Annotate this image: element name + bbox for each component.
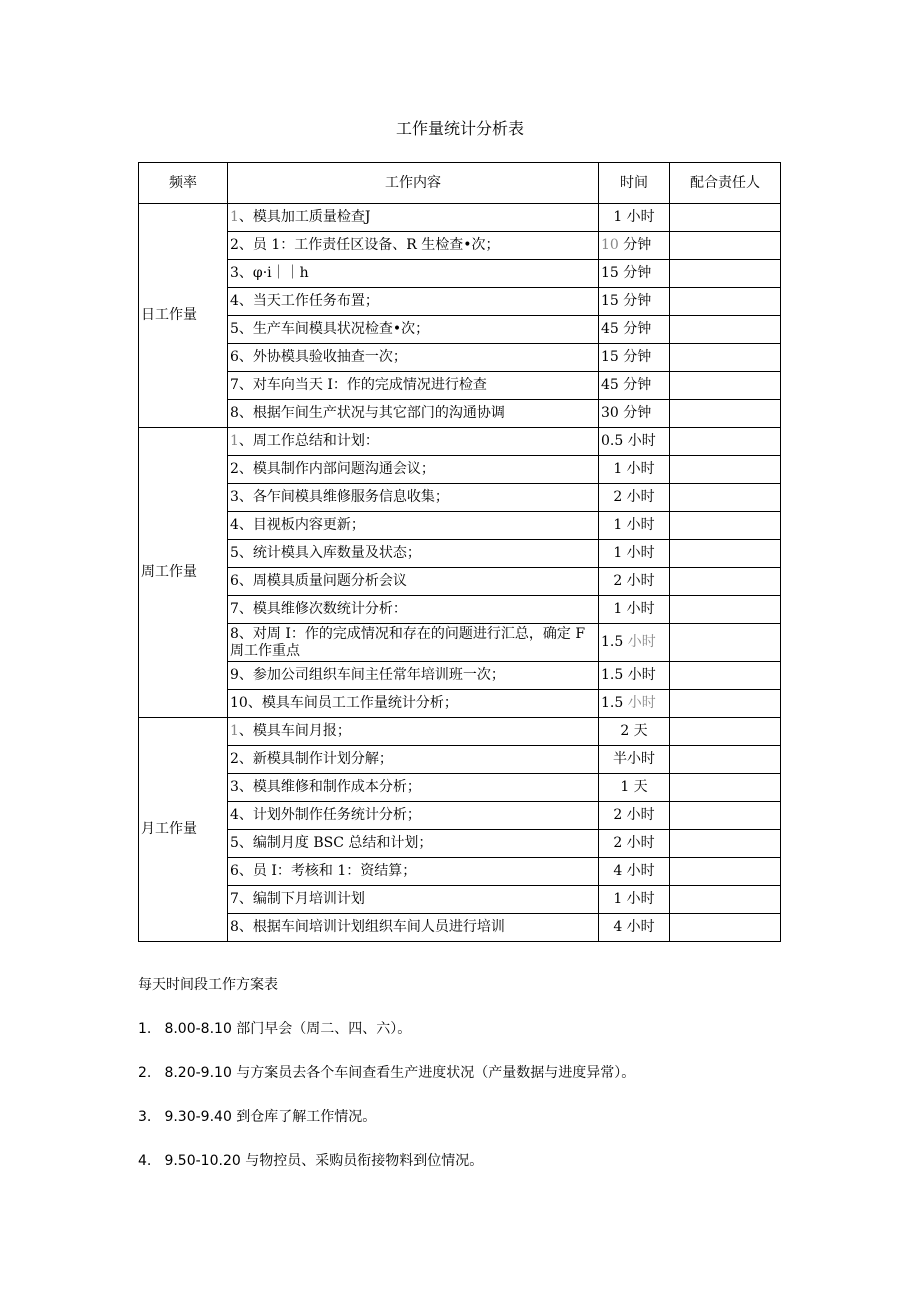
responsible-cell	[670, 260, 781, 288]
group-label-daily: 日工作量	[139, 204, 228, 428]
task-cell: 6、员 I：考核和 1：资结算；	[228, 858, 599, 886]
time-cell: 1 小时	[599, 886, 670, 914]
time-cell: 2 天	[599, 718, 670, 746]
task-cell: 2、新模具制作计划分解；	[228, 746, 599, 774]
table-row	[139, 512, 781, 540]
time-cell: 4 小时	[599, 914, 670, 942]
task-cell: 4、当天工作任务布置；	[228, 288, 599, 316]
responsible-cell	[670, 428, 781, 456]
table-row	[139, 624, 781, 662]
table-header-row	[139, 163, 781, 204]
time-cell: 1.5 小时	[599, 662, 670, 690]
responsible-cell	[670, 288, 781, 316]
group-label-weekly: 周工作量	[139, 428, 228, 718]
task-cell: 8、根据乍间生产状况与其它部门的沟通协调	[228, 400, 599, 428]
time-cell: 1 小时	[599, 596, 670, 624]
table-row	[139, 428, 781, 456]
time-cell: 1.5 小时	[599, 624, 670, 662]
responsible-cell	[670, 316, 781, 344]
header-frequency: 频率	[139, 163, 228, 204]
table-row	[139, 344, 781, 372]
table-row	[139, 260, 781, 288]
responsible-cell	[670, 858, 781, 886]
time-cell: 10 分钟	[599, 232, 670, 260]
time-cell: 0.5 小时	[599, 428, 670, 456]
table-row	[139, 914, 781, 942]
time-cell: 2 小时	[599, 802, 670, 830]
plan-item-time: 8.20-9.10	[164, 1065, 232, 1081]
task-cell: 7、对车向当天 I：作的完成情况进行检查	[228, 372, 599, 400]
table-row	[139, 484, 781, 512]
time-cell: 15 分钟	[599, 344, 670, 372]
task-cell: 6、外协模具验收抽查一次；	[228, 344, 599, 372]
plan-item-time: 8.00-8.10	[164, 1021, 232, 1037]
responsible-cell	[670, 568, 781, 596]
time-cell: 1 天	[599, 774, 670, 802]
responsible-cell	[670, 774, 781, 802]
time-cell: 15 分钟	[599, 288, 670, 316]
responsible-cell	[670, 372, 781, 400]
header-content: 工作内容	[228, 163, 599, 204]
plan-item-number: 3.	[138, 1109, 152, 1125]
responsible-cell	[670, 540, 781, 568]
task-cell: 8、对周 I：作的完成情况和存在的问题进行汇总，确定 F 周工作重点	[228, 624, 599, 662]
responsible-cell	[670, 886, 781, 914]
time-cell: 45 分钟	[599, 316, 670, 344]
time-cell: 1 小时	[599, 204, 670, 232]
task-cell: 5、统计模具入库数量及状态；	[228, 540, 599, 568]
table-row	[139, 372, 781, 400]
responsible-cell	[670, 204, 781, 232]
table-row	[139, 316, 781, 344]
table-row	[139, 886, 781, 914]
workload-table	[138, 162, 781, 942]
plan-item-text: 与方案员去各个车间查看生产进度状况（产量数据与进度异常）。	[231, 1065, 636, 1081]
group-label-monthly: 月工作量	[139, 718, 228, 942]
table-row	[139, 858, 781, 886]
plan-item-number: 1.	[138, 1021, 152, 1037]
task-cell: 10、模具车间员工工作量统计分析；	[228, 690, 599, 718]
task-cell: 1、模具加工质量检查J	[228, 204, 599, 232]
responsible-cell	[670, 914, 781, 942]
time-cell: 30 分钟	[599, 400, 670, 428]
task-cell: 2、员 1：工作责任区设备、R 生检查•次；	[228, 232, 599, 260]
table-row	[139, 232, 781, 260]
task-cell: 1、模具车间月报；	[228, 718, 599, 746]
responsible-cell	[670, 344, 781, 372]
plan-item-number: 2.	[138, 1065, 152, 1081]
table-row	[139, 774, 781, 802]
plan-item-time: 9.30-9.40	[164, 1109, 232, 1125]
time-cell: 1.5 小时	[599, 690, 670, 718]
responsible-cell	[670, 624, 781, 662]
task-cell: 4、计划外制作任务统计分析；	[228, 802, 599, 830]
plan-item-text: 到仓库了解工作情况。	[231, 1109, 377, 1125]
responsible-cell	[670, 690, 781, 718]
plan-item-text: 与物控员、采购员衔接物料到位情况。	[240, 1153, 484, 1169]
time-cell: 半小时	[599, 746, 670, 774]
responsible-cell	[670, 512, 781, 540]
header-time: 时间	[599, 163, 670, 204]
plan-item-text: 部门早会（周二、四、六）。	[231, 1021, 412, 1037]
task-cell: 2、模具制作内部问题沟通会议；	[228, 456, 599, 484]
page-title: 工作量统计分析表	[395, 119, 524, 138]
task-cell: 3、各乍间模具维修服务信息收集；	[228, 484, 599, 512]
task-cell: 7、模具维修次数统计分析：	[228, 596, 599, 624]
responsible-cell	[670, 484, 781, 512]
plan-item	[138, 1018, 411, 1038]
task-cell: 6、周模具质量问题分析会议	[228, 568, 599, 596]
task-cell: 7、编制下月培训计划	[228, 886, 599, 914]
plan-title: 每天时间段工作方案表	[138, 977, 278, 993]
table-row	[139, 830, 781, 858]
time-cell: 15 分钟	[599, 260, 670, 288]
plan-item-time: 9.50-10.20	[164, 1153, 241, 1169]
responsible-cell	[670, 596, 781, 624]
plan-item-number: 4.	[138, 1153, 152, 1169]
table-row	[139, 690, 781, 718]
responsible-cell	[670, 232, 781, 260]
table-row	[139, 596, 781, 624]
time-cell: 1 小时	[599, 456, 670, 484]
table-row	[139, 540, 781, 568]
time-cell: 2 小时	[599, 830, 670, 858]
table-row	[139, 204, 781, 232]
time-cell: 2 小时	[599, 484, 670, 512]
task-cell: 1、周工作总结和计划：	[228, 428, 599, 456]
table-row	[139, 718, 781, 746]
table-row	[139, 568, 781, 596]
responsible-cell	[670, 718, 781, 746]
task-cell: 5、生产车间模具状况检查•次；	[228, 316, 599, 344]
responsible-cell	[670, 746, 781, 774]
time-cell: 45 分钟	[599, 372, 670, 400]
table-row	[139, 746, 781, 774]
responsible-cell	[670, 662, 781, 690]
time-cell: 2 小时	[599, 568, 670, 596]
responsible-cell	[670, 456, 781, 484]
plan-item	[138, 1150, 483, 1170]
plan-item	[138, 1062, 635, 1082]
task-cell: 4、目视板内容更新；	[228, 512, 599, 540]
responsible-cell	[670, 400, 781, 428]
table-row	[139, 802, 781, 830]
plan-item	[138, 1106, 376, 1126]
responsible-cell	[670, 830, 781, 858]
table-row	[139, 288, 781, 316]
table-row	[139, 662, 781, 690]
table-row	[139, 400, 781, 428]
table-row	[139, 456, 781, 484]
responsible-cell	[670, 802, 781, 830]
task-cell: 3、模具维修和制作成本分析；	[228, 774, 599, 802]
header-responsible: 配合责任人	[670, 163, 781, 204]
task-cell: 9、参加公司组织车间主任常年培训班一次；	[228, 662, 599, 690]
time-cell: 4 小时	[599, 858, 670, 886]
time-cell: 1 小时	[599, 540, 670, 568]
task-cell: 3、φ·i｜｜h	[228, 260, 599, 288]
time-cell: 1 小时	[599, 512, 670, 540]
task-cell: 5、编制月度 BSC 总结和计划；	[228, 830, 599, 858]
task-cell: 8、根据车间培训计划组织车间人员进行培训	[228, 914, 599, 942]
